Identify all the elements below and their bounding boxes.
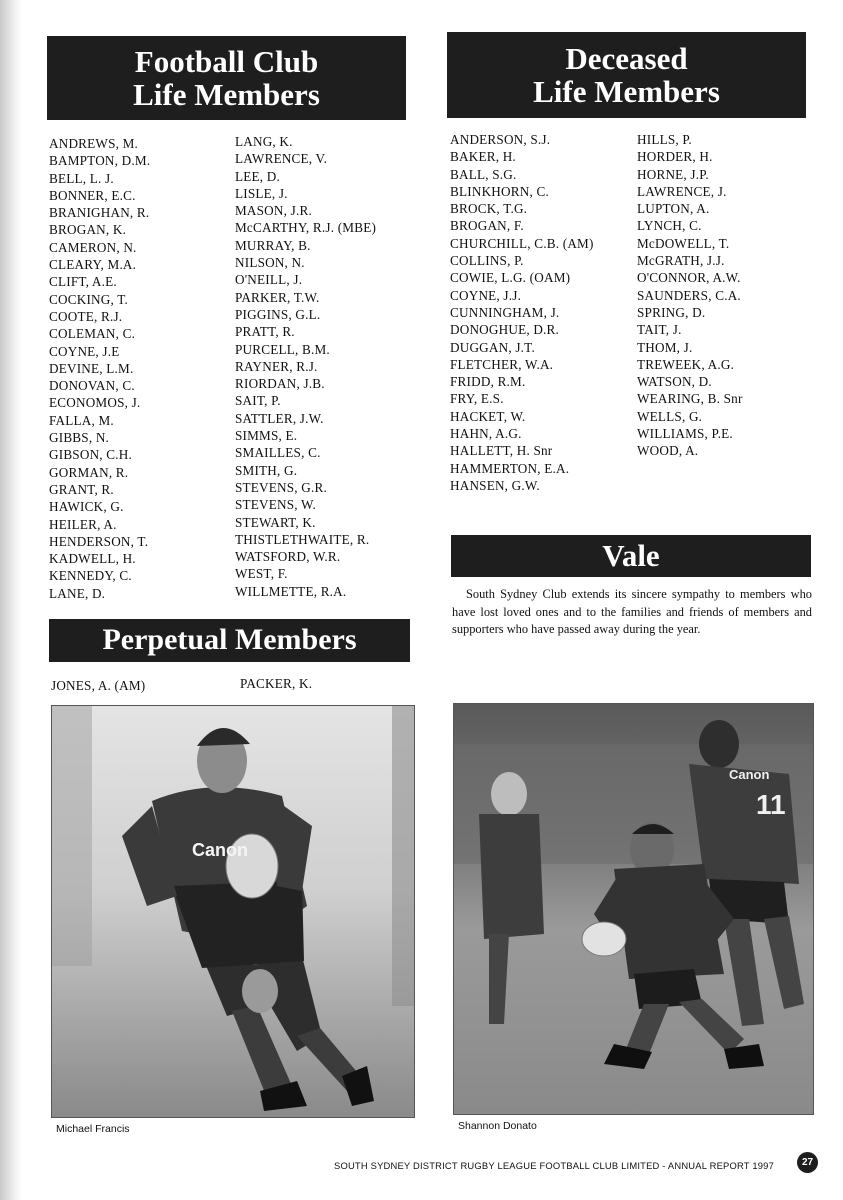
footer-report-title: SOUTH SYDNEY DISTRICT RUGBY LEAGUE FOOTBALL CLUB LIMITED - ANNUAL REPORT 1997 <box>334 1160 774 1171</box>
left-jersey-sponsor-text: Canon <box>192 840 248 860</box>
deceased-life-members-column-2 <box>637 131 743 460</box>
deceased-life-member-name: TAIT, J. <box>637 322 682 338</box>
deceased-life-member-name: WELLS, G. <box>637 408 703 424</box>
rugby-player-running-image <box>52 706 414 1117</box>
deceased-life-member-name: LYNCH, C. <box>637 218 702 234</box>
club-life-member-name: O'NEILL, J. <box>235 272 303 288</box>
club-life-member-name: KENNEDY, C. <box>49 568 132 584</box>
perpetual-member-name: JONES, A. (AM) <box>51 678 146 693</box>
club-life-member-name: LEE, D. <box>235 168 280 184</box>
club-life-member-name: DONOVAN, C. <box>49 378 135 394</box>
club-life-member-name: COOTE, R.J. <box>49 308 123 324</box>
deceased-life-member-name: FLETCHER, W.A. <box>450 356 554 372</box>
deceased-life-member-name: BROCK, T.G. <box>450 201 528 217</box>
club-life-member-name: McCARTHY, R.J. (MBE) <box>235 220 377 236</box>
deceased-life-member-name: LUPTON, A. <box>637 201 710 217</box>
deceased-life-member-name: HORNE, J.P. <box>637 166 709 182</box>
club-life-member-name: BRANIGHAN, R. <box>49 205 150 221</box>
club-life-member-name: ANDREWS, M. <box>49 136 139 151</box>
deceased-life-member-name: CUNNINGHAM, J. <box>450 304 560 320</box>
deceased-life-member-name: BALL, S.G. <box>450 166 517 182</box>
deceased-life-members-banner <box>447 32 806 118</box>
club-life-member-name: SATTLER, J.W. <box>235 410 324 426</box>
club-life-member-name: COCKING, T. <box>49 291 129 307</box>
club-life-member-name: COYNE, J.E <box>49 343 120 359</box>
club-life-member-name: LANE, D. <box>49 585 106 601</box>
deceased-life-member-name: HILLS, P. <box>637 132 692 147</box>
club-life-member-name: LAWRENCE, V. <box>235 151 328 167</box>
club-life-member-name: WILLMETTE, R.A. <box>235 583 347 599</box>
perpetual-member-name: PACKER, K. <box>240 676 313 691</box>
deceased-life-member-name: BLINKHORN, C. <box>450 183 549 199</box>
club-life-member-name: RIORDAN, J.B. <box>235 376 325 392</box>
deceased-life-member-name: WOOD, A. <box>637 443 699 459</box>
photo-shannon-donato <box>453 703 814 1115</box>
club-life-member-name: ECONOMOS, J. <box>49 395 141 411</box>
deceased-life-members-column-1 <box>450 131 594 494</box>
club-life-member-name: SAIT, P. <box>235 393 281 409</box>
deceased-life-member-name: ANDERSON, S.J. <box>450 132 551 147</box>
club-life-members-column-2 <box>235 133 376 600</box>
deceased-title-line1: Deceased <box>565 40 688 76</box>
club-life-member-name: MURRAY, B. <box>235 237 311 253</box>
club-life-member-name: BELL, L. J. <box>49 170 114 186</box>
club-life-member-name: COLEMAN, C. <box>49 326 136 342</box>
right-photo-caption: Shannon Donato <box>458 1120 537 1132</box>
left-photo-caption: Michael Francis <box>56 1123 130 1135</box>
club-life-member-name: SMITH, G. <box>235 462 298 478</box>
club-life-member-name: WEST, F. <box>235 566 288 582</box>
club-life-member-name: THISTLETHWAITE, R. <box>235 531 370 547</box>
club-life-member-name: NILSON, N. <box>235 255 305 271</box>
club-life-member-name: RAYNER, R.J. <box>235 358 318 374</box>
club-life-member-name: WATSFORD, W.R. <box>235 549 341 565</box>
deceased-life-member-name: DONOGHUE, D.R. <box>450 322 560 338</box>
club-life-member-name: STEVENS, W. <box>235 497 316 513</box>
deceased-life-member-name: COWIE, L.G. (OAM) <box>450 270 571 286</box>
deceased-life-member-name: SAUNDERS, C.A. <box>637 287 741 303</box>
deceased-life-member-name: COYNE, J.J. <box>450 287 522 303</box>
deceased-life-member-name: WILLIAMS, P.E. <box>637 426 733 442</box>
perpetual-members-banner <box>49 619 410 662</box>
deceased-life-member-name: BAKER, H. <box>450 149 516 165</box>
club-life-member-name: HAWICK, G. <box>49 499 124 515</box>
club-life-member-name: CLEARY, M.A. <box>49 257 137 273</box>
club-life-member-name: GIBSON, C.H. <box>49 447 132 463</box>
page-number-badge: 27 <box>797 1152 818 1173</box>
club-life-member-name: BROGAN, K. <box>49 222 127 238</box>
club-life-member-name: KADWELL, H. <box>49 551 136 567</box>
club-life-member-name: PARKER, T.W. <box>235 289 320 305</box>
deceased-life-member-name: HACKET, W. <box>450 408 526 424</box>
club-life-member-name: BAMPTON, D.M. <box>49 153 151 169</box>
deceased-life-member-name: HALLETT, H. Snr <box>450 443 553 459</box>
club-life-member-name: PIGGINS, G.L. <box>235 306 321 322</box>
deceased-life-member-name: TREWEEK, A.G. <box>637 356 735 372</box>
deceased-life-member-name: HAHN, A.G. <box>450 426 522 442</box>
deceased-title-line2: Life Members <box>533 74 720 109</box>
deceased-life-member-name: HANSEN, G.W. <box>450 477 540 493</box>
club-life-member-name: FALLA, M. <box>49 412 114 428</box>
club-life-member-name: PRATT, R. <box>235 324 295 340</box>
page-gutter-shadow <box>0 0 22 1200</box>
deceased-life-member-name: FRIDD, R.M. <box>450 374 526 390</box>
club-life-member-name: SMAILLES, C. <box>235 445 321 461</box>
club-life-member-name: HEILER, A. <box>49 516 117 532</box>
deceased-life-member-name: BROGAN, F. <box>450 218 524 234</box>
deceased-life-member-name: CHURCHILL, C.B. (AM) <box>450 235 594 251</box>
right-jersey-sponsor-text: Canon <box>729 767 770 782</box>
vale-title: Vale <box>602 538 660 574</box>
club-life-member-name: LANG, K. <box>235 134 293 149</box>
deceased-life-member-name: THOM, J. <box>637 339 693 355</box>
deceased-life-member-name: O'CONNOR, A.W. <box>637 270 741 286</box>
deceased-life-member-name: WATSON, D. <box>637 374 712 390</box>
vale-banner <box>451 535 811 577</box>
club-life-member-name: STEVENS, G.R. <box>235 479 327 495</box>
club-life-member-name: GIBBS, N. <box>49 430 110 446</box>
rugby-players-passing-image <box>454 704 813 1114</box>
right-jersey-number: 11 <box>756 789 786 820</box>
club-life-member-name: CAMERON, N. <box>49 239 137 255</box>
vale-paragraph: South Sydney Club extends its sincere sympathy to members who have lost loved ones and to the families and friends of members and supporters who have passed away during the year. <box>452 587 812 636</box>
club-life-member-name: PURCELL, B.M. <box>235 341 330 357</box>
club-life-member-name: BONNER, E.C. <box>49 187 136 203</box>
club-life-members-title-line2: Life Members <box>133 77 320 112</box>
deceased-life-member-name: FRY, E.S. <box>450 391 504 407</box>
deceased-life-member-name: LAWRENCE, J. <box>637 183 727 199</box>
club-life-member-name: GORMAN, R. <box>49 464 129 480</box>
deceased-life-member-name: HORDER, H. <box>637 149 713 165</box>
deceased-life-member-name: COLLINS, P. <box>450 253 524 269</box>
club-life-member-name: STEWART, K. <box>235 514 316 530</box>
deceased-life-member-name: McGRATH, J.J. <box>637 253 725 269</box>
club-life-member-name: DEVINE, L.M. <box>49 360 134 376</box>
club-life-members-title-line1: Football Club <box>134 43 319 79</box>
club-life-members-banner <box>47 36 406 120</box>
club-life-member-name: MASON, J.R. <box>235 203 312 219</box>
club-life-member-name: HENDERSON, T. <box>49 533 149 549</box>
club-life-member-name: LISLE, J. <box>235 185 288 201</box>
club-life-member-name: SIMMS, E. <box>235 428 298 444</box>
deceased-life-member-name: DUGGAN, J.T. <box>450 339 535 355</box>
photo-michael-francis <box>51 705 415 1118</box>
deceased-life-member-name: SPRING, D. <box>637 304 706 320</box>
club-life-member-name: CLIFT, A.E. <box>49 274 117 290</box>
club-life-member-name: GRANT, R. <box>49 481 114 497</box>
deceased-life-member-name: McDOWELL, T. <box>637 235 730 251</box>
perpetual-members-title: Perpetual Members <box>102 623 357 657</box>
club-life-members-column-1 <box>49 135 150 602</box>
deceased-life-member-name: HAMMERTON, E.A. <box>450 460 570 476</box>
deceased-life-member-name: WEARING, B. Snr <box>637 391 743 407</box>
